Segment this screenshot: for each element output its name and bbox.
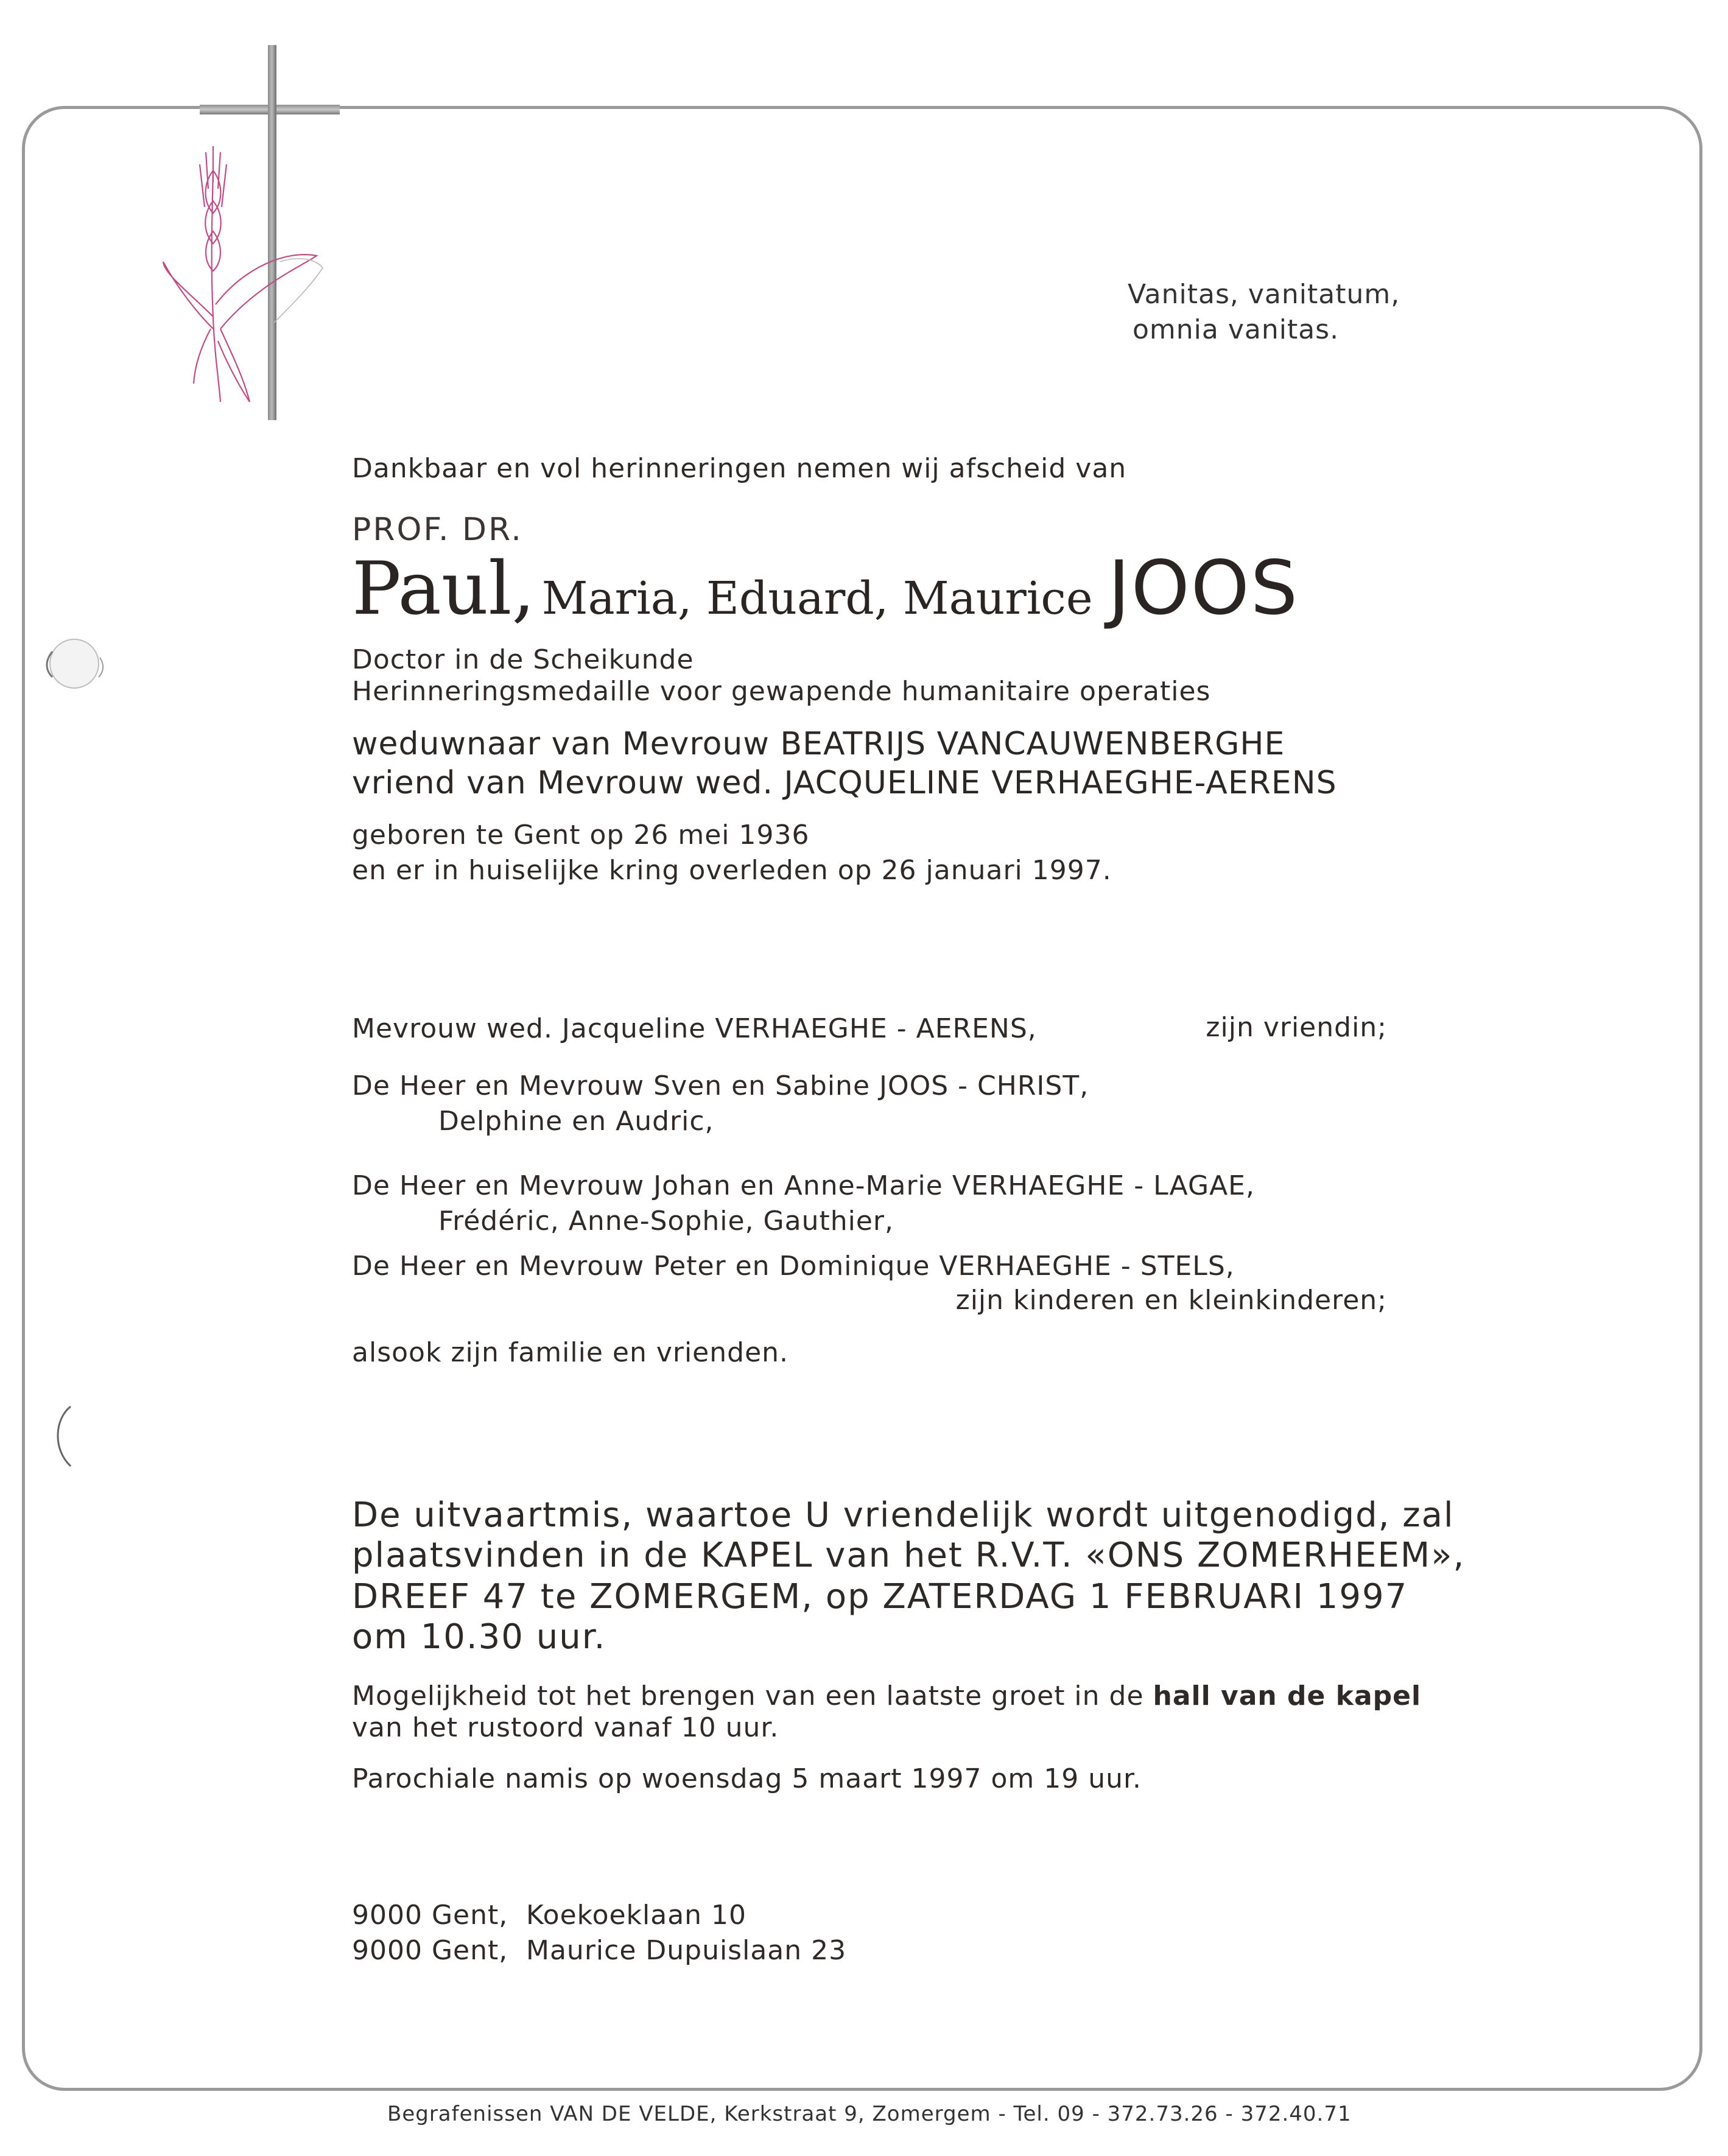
funeral-line-2: plaatsvinden in de KAPEL van het R.V.T. «ONS ZOMERHEEM», [352, 1536, 1466, 1575]
funeral-home-footer: Begrafenissen VAN DE VELDE, Kerkstraat 9, Zomergem - Tel. 09 - 372.73.26 - 372.40.71 [387, 2102, 1352, 2126]
address-2-city: 9000 Gent, [352, 1935, 508, 1966]
children-role: zijn kinderen en kleinkinderen; [955, 1285, 1387, 1316]
wheat-ornament-icon [152, 146, 335, 414]
punch-hole-bottom [44, 1400, 80, 1473]
punch-hole-top [39, 633, 112, 694]
family-line-3: De Heer en Mevrouw Peter en Dominique VERHAEGHE - STELS, [352, 1251, 1235, 1282]
motto-line-1: Vanitas, vanitatum, [1128, 279, 1400, 310]
others-text: alsook zijn familie en vrienden. [352, 1337, 789, 1368]
family-line-2: De Heer en Mevrouw Johan en Anne-Marie VERHAEGHE - LAGAE, [352, 1170, 1255, 1201]
family-line-1: De Heer en Mevrouw Sven en Sabine JOOS - CHRIST, [352, 1070, 1089, 1101]
friend-role: zijn vriendin; [1206, 1012, 1387, 1043]
family-2-children: Frédéric, Anne-Sophie, Gauthier, [438, 1206, 894, 1237]
address-1 [352, 1900, 746, 1931]
degree-text: Doctor in de Scheikunde [352, 644, 694, 675]
deceased-name [352, 545, 1299, 631]
friend-text: vriend van Mevrouw wed. JACQUELINE VERHAEGHE-AERENS [352, 765, 1337, 801]
mass-text: Parochiale namis op woensdag 5 maart 1997 om 19 uur. [352, 1763, 1142, 1794]
address-2 [352, 1935, 846, 1966]
greeting-line-1 [352, 1680, 1421, 1712]
funeral-line-1: De uitvaartmis, waartoe U vriendelijk wordt uitgenodigd, zal [352, 1495, 1455, 1535]
medal-text: Herinneringsmedaille voor gewapende humanitaire operaties [352, 676, 1211, 707]
motto-line-2: omnia vanitas. [1133, 314, 1340, 345]
middle-names: Maria, Eduard, Maurice [541, 572, 1093, 625]
greeting-prefix: Mogelijkheid tot het brengen van een laatste groet in de [352, 1680, 1144, 1712]
funeral-line-3: DREEF 47 te ZOMERGEM, op ZATERDAG 1 FEBRUARI 1997 [352, 1577, 1408, 1617]
death-text: en er in huiselijke kring overleden op 26 januari 1997. [352, 855, 1112, 886]
mourner-friend: Mevrouw wed. Jacqueline VERHAEGHE - AERENS, [352, 1013, 1037, 1044]
funeral-line-4: om 10.30 uur. [352, 1617, 606, 1657]
academic-title: PROF. DR. [352, 511, 523, 548]
first-name: Paul, [352, 547, 535, 631]
birth-text: geboren te Gent op 26 mei 1936 [352, 820, 810, 851]
intro-text: Dankbaar en vol herinneringen nemen wij afscheid van [352, 453, 1127, 484]
family-1-children: Delphine en Audric, [438, 1106, 714, 1137]
widower-text: weduwnaar van Mevrouw BEATRIJS VANCAUWENBERGHE [352, 726, 1285, 762]
address-1-city: 9000 Gent, [352, 1900, 508, 1931]
greeting-location: hall van de kapel [1153, 1680, 1422, 1712]
address-1-street: Koekoeklaan 10 [526, 1900, 747, 1931]
greeting-line-2: van het rustoord vanaf 10 uur. [352, 1712, 779, 1743]
address-2-street: Maurice Dupuislaan 23 [526, 1935, 847, 1966]
surname: JOOS [1108, 545, 1299, 631]
